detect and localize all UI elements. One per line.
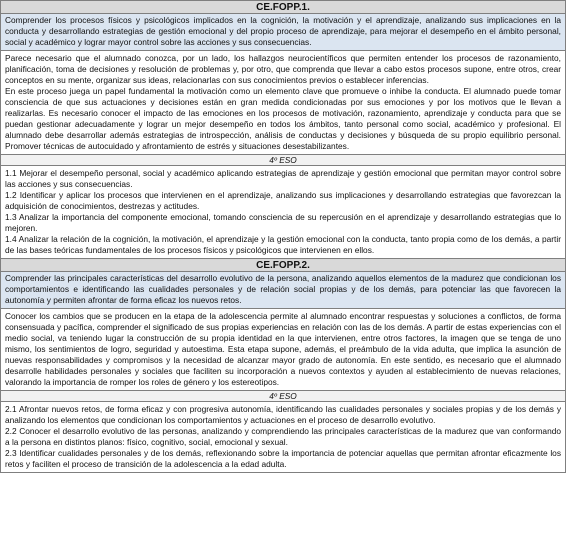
criterion-item: 1.3 Analizar la importancia del componente emocional, tomando consciencia de su repercusión en el aprendizaje y desarrollando estrategias que lo mejoren. <box>5 212 561 233</box>
course-level: 4º ESO <box>1 155 565 166</box>
evaluation-criteria <box>1 166 565 259</box>
competence-description <box>1 309 565 391</box>
evaluation-criteria <box>1 402 565 472</box>
description-paragraph: Conocer los cambios que se producen en la etapa de la adolescencia permite al alumnado encontrar respuestas y soluciones a conflictos, de forma consensuada y pacífica, comprender el significado de sus propias experiencias en relación con las de los demás. A partir de estas experiencias con el medio social, va teniendo lugar la construcción de su propia identidad en la que intervienen, entre otros factores, la imagen que se tenga de uno mismo, los sentimientos de logro, seguridad y autoestima. Esta etapa supone, además, el preámbulo de la vida adulta, que implica la asunción de nuevas responsabilidades y compromisos y la necesidad de alcanzar mayor grado de autonomía. En este sentido, es necesario que el alumnado desarrolle habilidades personales y sociales que faciliten su incorporación a nuevos contextos y ayuden al establecimiento de nuevas relaciones, valorando la importancia de romper los roles de género y los estereotipos. <box>5 311 561 387</box>
competence-description <box>1 51 565 155</box>
criterion-item: 2.1 Afrontar nuevos retos, de forma eficaz y con progresiva autonomía, identificando las cualidades personales y sociales propias y de los demás y analizando los elementos que condicionan los comportamientos y actuaciones en el proceso de desarrollo evolutivo. <box>5 404 561 425</box>
criterion-item: 1.4 Analizar la relación de la cognición, la motivación, el aprendizaje y la gestión emocional con la conducta, tanto propia como de los demás, a partir de las bases teóricas fundamentales de los procesos físicos y psicológicos que intervienen en ellos. <box>5 234 561 255</box>
description-paragraph: En este proceso juega un papel fundamental la motivación como un elemento clave que promueve o inhibe la conducta. El alumnado puede tomar consciencia de que sus actuaciones y decisiones están en gran medida condicionadas por sus emociones y por los motivos que le llevan a realizarlas. Es necesario conocer el impacto de las emociones en los procesos de motivación, razonamiento, aprendizaje y conducta para que se puedan gestionar adecuadamente y lograr un mejor desempeño en todos los ámbitos, tanto personal como social, académico y profesional. El alumnado debe desarrollar además estrategias de introspección, análisis de conductas y decisiones y búsqueda de su propio equilibrio personal. Promover técnicas de autocuidado y afrontamiento de estrés y situaciones desestabilizantes. <box>5 86 561 151</box>
criterion-item: 1.2 Identificar y aplicar los procesos que intervienen en el aprendizaje, analizando sus implicaciones y desarrollando estrategias que favorezcan la adquisición de conocimientos, destrezas y actitudes. <box>5 190 561 211</box>
criterion-item: 2.2 Conocer el desarrollo evolutivo de las personas, analizando y comprendiendo las principales características de la madurez que van conformando a la persona en distintos planos: físico, cognitivo, social, emocional y sexual. <box>5 426 561 447</box>
competence-code: CE.FOPP.2. <box>1 259 565 272</box>
description-paragraph: Parece necesario que el alumnado conozca, por un lado, los hallazgos neurocientíficos que permiten entender los procesos de razonamiento, planificación, toma de decisiones y resolución de problemas y, por otro, que comprenda que llevar a cabo estos procesos supone, entre otros, crear conceptos en su mente, organizar sus ideas, relacionarlas con sus conocimientos previos o establecer inferencias. <box>5 53 561 85</box>
competence-code: CE.FOPP.1. <box>1 1 565 14</box>
criterion-item: 1.1 Mejorar el desempeño personal, social y académico aplicando estrategias de aprendizaje y gestión emocional que permitan mayor control sobre las acciones y sus consecuencias. <box>5 168 561 189</box>
competence-statement: Comprender los procesos físicos y psicológicos implicados en la cognición, la motivación y el aprendizaje, analizando sus implicaciones en la conducta y desarrollando estrategias de gestión emocional y del propio proceso de aprendizaje, para mejorar el desempeño en el ámbito personal, social y académico y lograr mayor control sobre las acciones y sus consecuencias. <box>1 14 565 51</box>
competence-statement: Comprender las principales características del desarrollo evolutivo de la persona, analizando aquellos elementos de la madurez que condicionan los comportamientos e identificando las cualidades personales y de relación social propias y de los demás, para potenciar las que favorecen la autonomía y permiten afrontar de forma eficaz los nuevos retos. <box>1 272 565 309</box>
course-level: 4º ESO <box>1 391 565 402</box>
criterion-item: 2.3 Identificar cualidades personales y de los demás, reflexionando sobre la importancia de potenciar aquellas que permitan afrontar eficazmente los retos y faciliten el proceso de transición de la adolescencia a la edad adulta. <box>5 448 561 469</box>
